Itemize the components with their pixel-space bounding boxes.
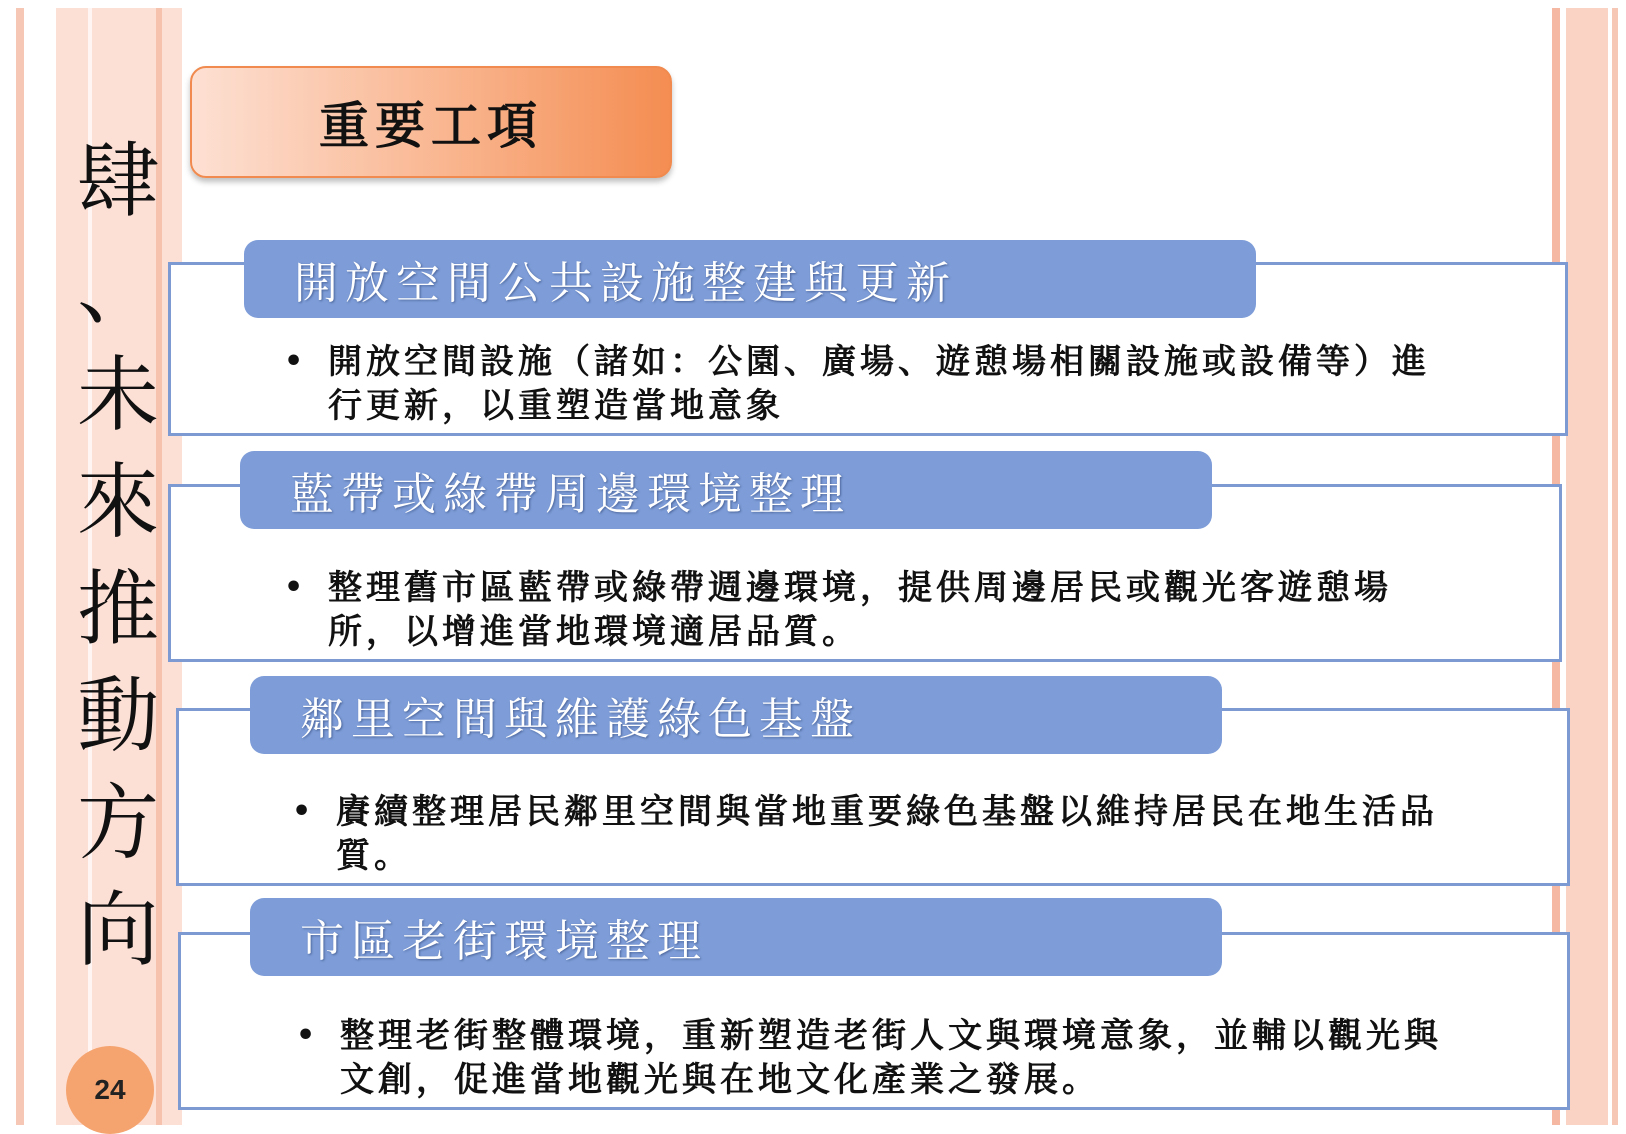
title-char: 動 [76,669,159,764]
bullet-icon: • [296,1018,320,1053]
bullet-icon: • [292,794,316,829]
section-body-text: 賡續整理居民鄰里空間與當地重要綠色基盤以維持居民在地生活品質。 [336,792,1438,876]
right-decorative-band [1566,8,1608,1125]
title-char: 推 [76,562,159,657]
right-band-edge [1612,8,1618,1125]
page-number: 24 [94,1074,126,1105]
section-heading-1 [244,240,1256,318]
title-char: 來 [76,455,159,550]
title-char: 肆 [76,134,159,229]
title-char: 向 [76,883,159,978]
bullet-icon: • [284,570,308,605]
section-body-1 [284,340,1458,428]
title-char: 方 [76,776,159,871]
section-heading-text: 鄰里空間與維護綠色基盤 [300,694,861,745]
slide-heading: 重要工項 [319,96,543,155]
section-body-text: 開放空間設施（諸如：公園、廣場、遊憩場相關設施或設備等）進行更新，以重塑造當地意象 [328,342,1430,426]
section-heading-text: 藍帶或綠帶周邊環境整理 [290,469,851,520]
section-heading-text: 開放空間公共設施整建與更新 [294,258,957,309]
slide-heading-box [190,66,672,178]
title-char: 未 [76,348,159,443]
page-number-badge [66,1046,154,1134]
section-heading-4 [250,898,1222,976]
section-heading-text: 市區老街環境整理 [300,916,708,967]
section-heading-2 [240,451,1212,529]
title-char: 、 [76,241,159,336]
section-heading-3 [250,676,1222,754]
bullet-icon: • [284,344,308,379]
section-body-2 [284,566,1458,654]
section-body-text: 整理老街整體環境，重新塑造老街人文與環境意象，並輔以觀光與文創，促進當地觀光與在地文化產業之發展。 [340,1016,1442,1100]
vertical-chapter-title [64,128,172,984]
section-body-text: 整理舊市區藍帶或綠帶週邊環境，提供周邊居民或觀光客遊憩場所，以增進當地環境適居品質。 [328,568,1392,652]
section-body-3 [292,790,1466,878]
left-border-stripe [16,8,24,1125]
section-body-4 [296,1014,1470,1102]
